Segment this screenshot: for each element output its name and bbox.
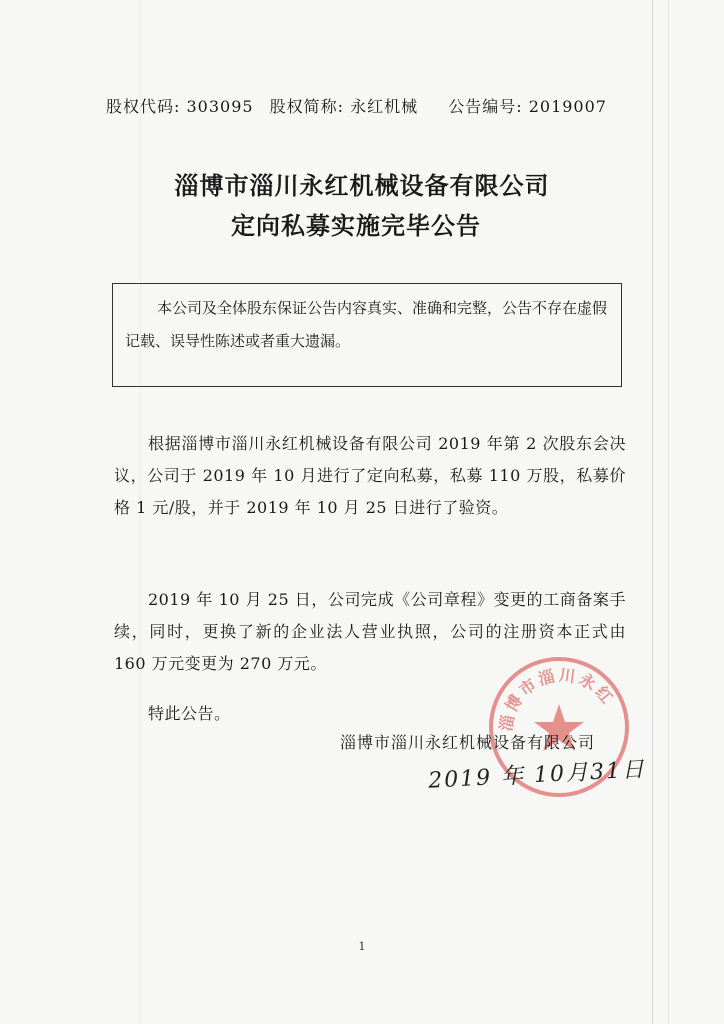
company-title: 淄博市淄川永红机械设备有限公司 <box>174 171 550 200</box>
signature-company: 淄博市淄川永红机械设备有限公司 <box>340 733 596 752</box>
scan-edge-right-outer <box>668 0 669 1024</box>
scan-edge-right <box>652 0 653 1024</box>
paragraph-private-placement: 根据淄博市淄川永红机械设备有限公司 2019 年第 2 次股东会决议，公司于 2019 年 10 月进行了定向私募，私募 110 万股，私募价格 1 元/股，并于 2019 年 10 月 25 日进行了验资。 <box>114 434 626 517</box>
guarantee-text: 本公司及全体股东保证公告内容真实、准确和完整，公告不存在虚假记载、误导性陈述或者重大遗漏。 <box>125 299 608 350</box>
signature-date: 2019 年 10月31日 <box>427 757 647 794</box>
header-info <box>106 94 607 117</box>
stock-code: 股权代码: 303095 <box>106 97 254 116</box>
page-number: 1 <box>358 940 366 953</box>
notice-number: 公告编号: 2019007 <box>448 97 607 116</box>
seal-text: 淄博市淄川永红 <box>496 665 619 733</box>
paragraph-registration-change: 2019 年 10 月 25 日，公司完成《公司章程》变更的工商备案手续，同时，更换了新的企业法人营业执照，公司的注册资本正式由 160 万元变更为 270 万元。 <box>114 590 626 673</box>
guarantee-box <box>112 283 622 387</box>
paragraph-closing: 特此公告。 <box>148 704 231 723</box>
stock-abbr: 股权简称: 永红机械 <box>269 97 419 116</box>
notice-title: 定向私募实施完毕公告 <box>231 211 481 240</box>
